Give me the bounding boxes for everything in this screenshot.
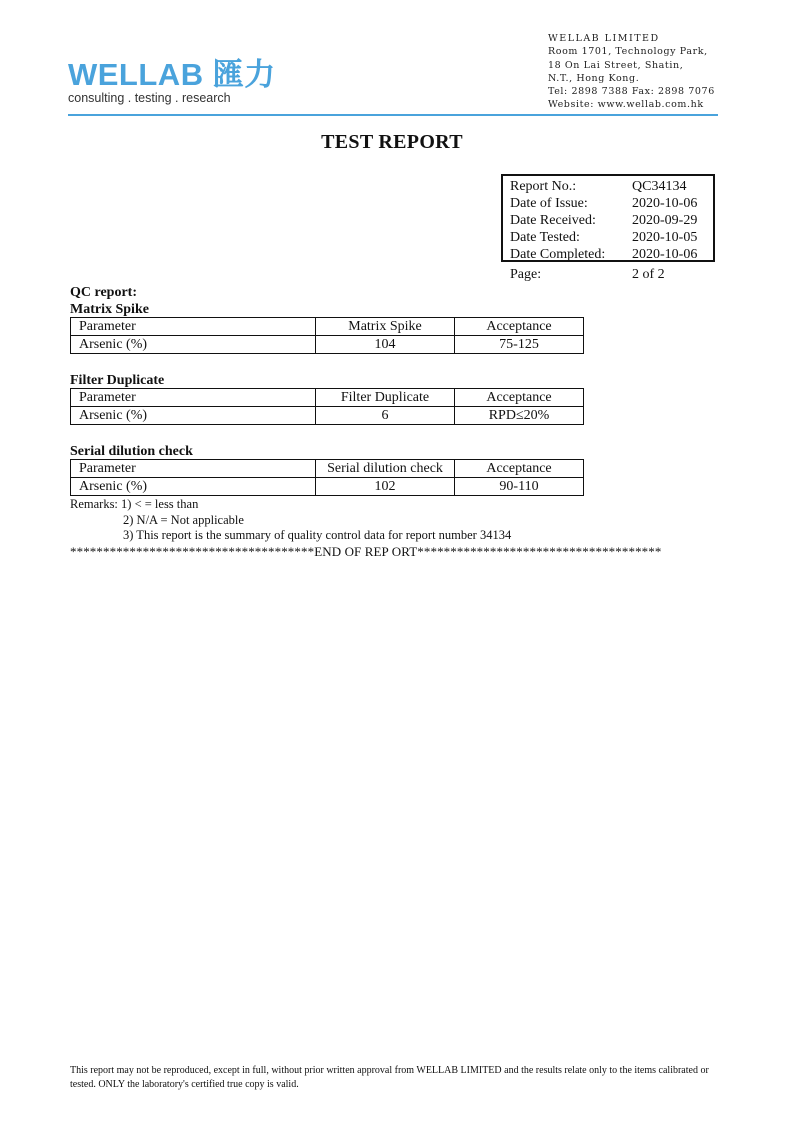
remark-line: 2) N/A = Not applicable [123,512,244,527]
filter-duplicate-table [70,388,584,425]
contact-line: Tel: 2898 7388 Fax: 2898 7076 [548,86,715,98]
info-value: 2020-09-29 [632,213,698,228]
header-cell: Filter Duplicate [316,389,455,407]
table-cell: Arsenic (%) [71,336,316,354]
table-cell: 102 [316,478,455,496]
table-row [71,407,584,425]
remark-line: 3) This report is the summary of quality control data for report number 34134 [123,528,512,542]
table-cell: Arsenic (%) [71,407,316,425]
remarks-block [70,497,511,544]
info-value: 2020-10-06 [632,247,698,262]
header-cell: Acceptance [455,460,584,478]
table-row [71,336,584,354]
table-header-row [71,389,584,407]
header-cell: Matrix Spike [316,318,455,336]
company-logo [68,57,276,105]
table-header-row [71,460,584,478]
footer-disclaimer: This report may not be reproduced, except in full, without prior written approval from WELLAB LIMITED and the results relate only to the items calibrated or tested. ONLY the laboratory's certified true copy is valid. [70,1065,709,1090]
page-title: TEST REPORT [321,131,463,153]
logo-tagline: consulting . testing . research [68,91,231,105]
table-cell: 6 [316,407,455,425]
section-title-serial-dilution: Serial dilution check [70,444,193,459]
address-line: N.T., Hong Kong. [548,72,640,84]
section-title-filter-duplicate: Filter Duplicate [70,373,165,388]
info-value: 2020-10-06 [632,196,698,211]
header-cell: Parameter [71,389,316,407]
table-cell: 104 [316,336,455,354]
website-line: Website: www.wellab.com.hk [548,99,704,111]
info-label: Report No.: [510,179,577,194]
qc-heading: QC report: [70,285,137,300]
info-value: QC34134 [632,179,687,194]
table-row [71,478,584,496]
company-address-block [548,32,715,112]
address-line: Room 1701, Technology Park, [548,46,708,58]
matrix-spike-table [70,317,584,354]
address-line: 18 On Lai Street, Shatin, [548,59,684,71]
header-cell: Serial dilution check [316,460,455,478]
table-cell: 75-125 [455,336,584,354]
info-label: Date of Issue: [510,196,588,211]
info-value: 2 of 2 [632,267,665,282]
table-cell: RPD≤20% [455,407,584,425]
header-cell: Acceptance [455,389,584,407]
table-cell: Arsenic (%) [71,478,316,496]
company-name: WELLAB LIMITED [548,33,660,44]
end-of-report: *************************************END OF REP ORT************************************* [70,544,662,559]
serial-dilution-table [70,459,584,496]
section-title-matrix-spike: Matrix Spike [70,302,149,317]
header-cell: Acceptance [455,318,584,336]
table-cell: 90-110 [455,478,584,496]
header-cell: Parameter [71,318,316,336]
table-header-row [71,318,584,336]
info-value: 2020-10-05 [632,230,698,245]
header-divider [68,114,718,116]
remark-line: Remarks: 1) < = less than [70,497,199,511]
info-label: Date Received: [510,213,596,228]
header-cell: Parameter [71,460,316,478]
logo-wordmark: WELLAB 匯力 [68,57,276,92]
info-label: Date Tested: [510,230,580,245]
info-label: Page: [510,267,542,282]
info-label: Date Completed: [510,247,606,262]
